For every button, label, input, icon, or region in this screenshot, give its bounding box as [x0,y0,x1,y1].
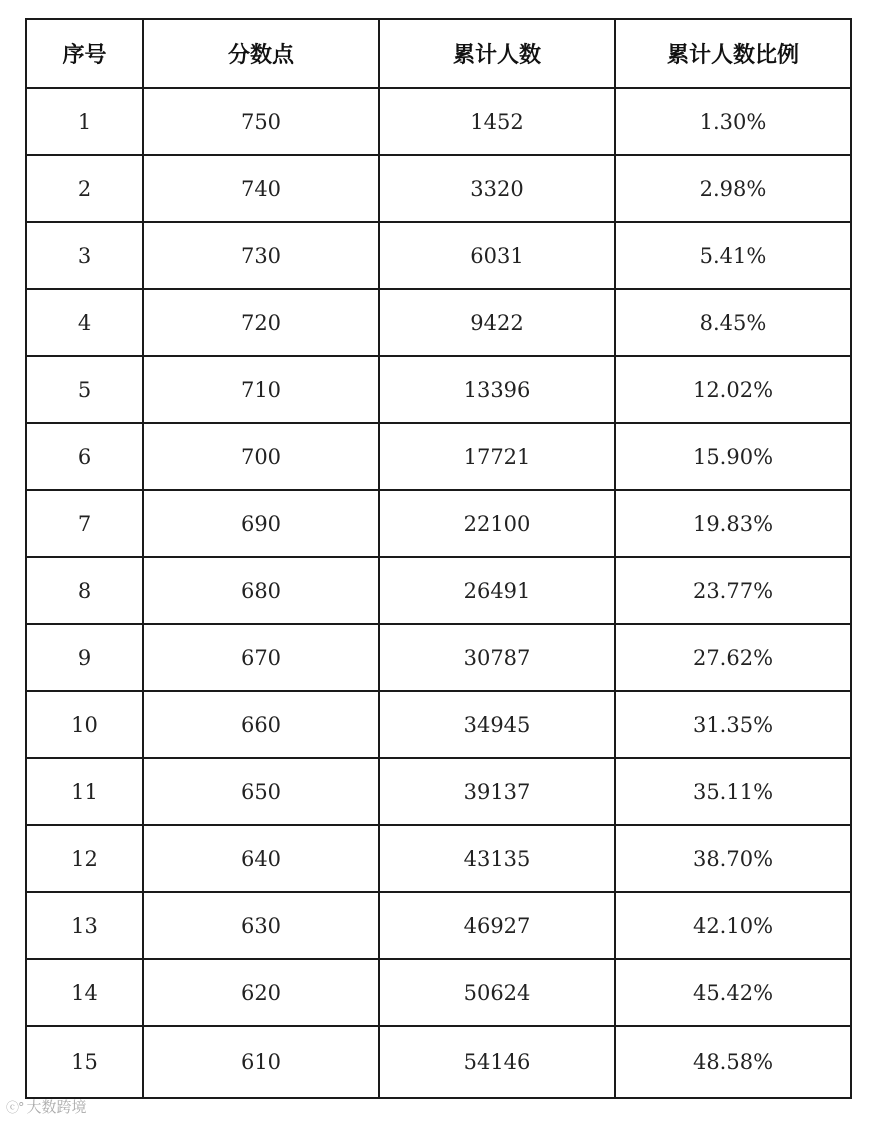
cell-index: 7 [26,490,143,557]
table-row [26,691,851,758]
table-row [26,423,851,490]
cloud-logo-icon: ⓒ° [6,1101,24,1116]
cell-index: 11 [26,758,143,825]
cell-score: 620 [143,959,379,1026]
table-row [26,1026,851,1098]
table-row [26,758,851,825]
cell-cumulative-count: 39137 [379,758,615,825]
cell-score: 650 [143,758,379,825]
table-body [26,88,851,1098]
cell-cumulative-count: 1452 [379,88,615,155]
cell-score: 630 [143,892,379,959]
cell-cumulative-count: 3320 [379,155,615,222]
cell-cumulative-ratio: 35.11% [615,758,851,825]
cell-index: 15 [26,1026,143,1098]
cell-score: 700 [143,423,379,490]
cell-index: 5 [26,356,143,423]
table-row [26,959,851,1026]
cell-score: 730 [143,222,379,289]
table-row [26,557,851,624]
cell-cumulative-ratio: 31.35% [615,691,851,758]
cell-score: 680 [143,557,379,624]
cell-cumulative-count: 17721 [379,423,615,490]
cell-score: 670 [143,624,379,691]
cell-cumulative-ratio: 23.77% [615,557,851,624]
table-row [26,289,851,356]
table-row [26,825,851,892]
cell-cumulative-count: 46927 [379,892,615,959]
cell-cumulative-ratio: 15.90% [615,423,851,490]
table-row [26,624,851,691]
cell-index: 6 [26,423,143,490]
cell-cumulative-count: 50624 [379,959,615,1026]
cell-cumulative-ratio: 2.98% [615,155,851,222]
table-row [26,222,851,289]
header-cumulative-count: 累计人数 [379,19,615,88]
cell-score: 710 [143,356,379,423]
cell-score: 690 [143,490,379,557]
cell-index: 10 [26,691,143,758]
cell-cumulative-ratio: 38.70% [615,825,851,892]
cell-index: 9 [26,624,143,691]
cell-index: 8 [26,557,143,624]
cell-cumulative-ratio: 42.10% [615,892,851,959]
cell-cumulative-ratio: 19.83% [615,490,851,557]
cell-index: 1 [26,88,143,155]
cell-cumulative-ratio: 45.42% [615,959,851,1026]
cell-cumulative-count: 54146 [379,1026,615,1098]
cell-cumulative-count: 9422 [379,289,615,356]
cell-index: 14 [26,959,143,1026]
cell-cumulative-ratio: 8.45% [615,289,851,356]
cell-cumulative-count: 13396 [379,356,615,423]
cell-index: 12 [26,825,143,892]
cell-score: 640 [143,825,379,892]
cell-cumulative-count: 43135 [379,825,615,892]
watermark [6,1096,87,1117]
table-row [26,356,851,423]
watermark-text: 大数跨境 [26,1098,87,1116]
table-row [26,155,851,222]
table-header-row [26,19,851,88]
header-cumulative-ratio: 累计人数比例 [615,19,851,88]
cell-cumulative-ratio: 1.30% [615,88,851,155]
cell-score: 750 [143,88,379,155]
cell-cumulative-count: 6031 [379,222,615,289]
cell-index: 2 [26,155,143,222]
table-row [26,88,851,155]
cell-cumulative-count: 26491 [379,557,615,624]
cell-index: 4 [26,289,143,356]
cell-index: 13 [26,892,143,959]
cell-cumulative-ratio: 5.41% [615,222,851,289]
cell-score: 740 [143,155,379,222]
cell-cumulative-count: 22100 [379,490,615,557]
header-score: 分数点 [143,19,379,88]
cell-score: 660 [143,691,379,758]
table-row [26,490,851,557]
cell-score: 610 [143,1026,379,1098]
cell-index: 3 [26,222,143,289]
header-index: 序号 [26,19,143,88]
cell-cumulative-ratio: 27.62% [615,624,851,691]
cell-cumulative-count: 34945 [379,691,615,758]
cell-cumulative-ratio: 12.02% [615,356,851,423]
cell-cumulative-ratio: 48.58% [615,1026,851,1098]
cell-score: 720 [143,289,379,356]
score-distribution-table [25,18,852,1099]
cell-cumulative-count: 30787 [379,624,615,691]
table-row [26,892,851,959]
